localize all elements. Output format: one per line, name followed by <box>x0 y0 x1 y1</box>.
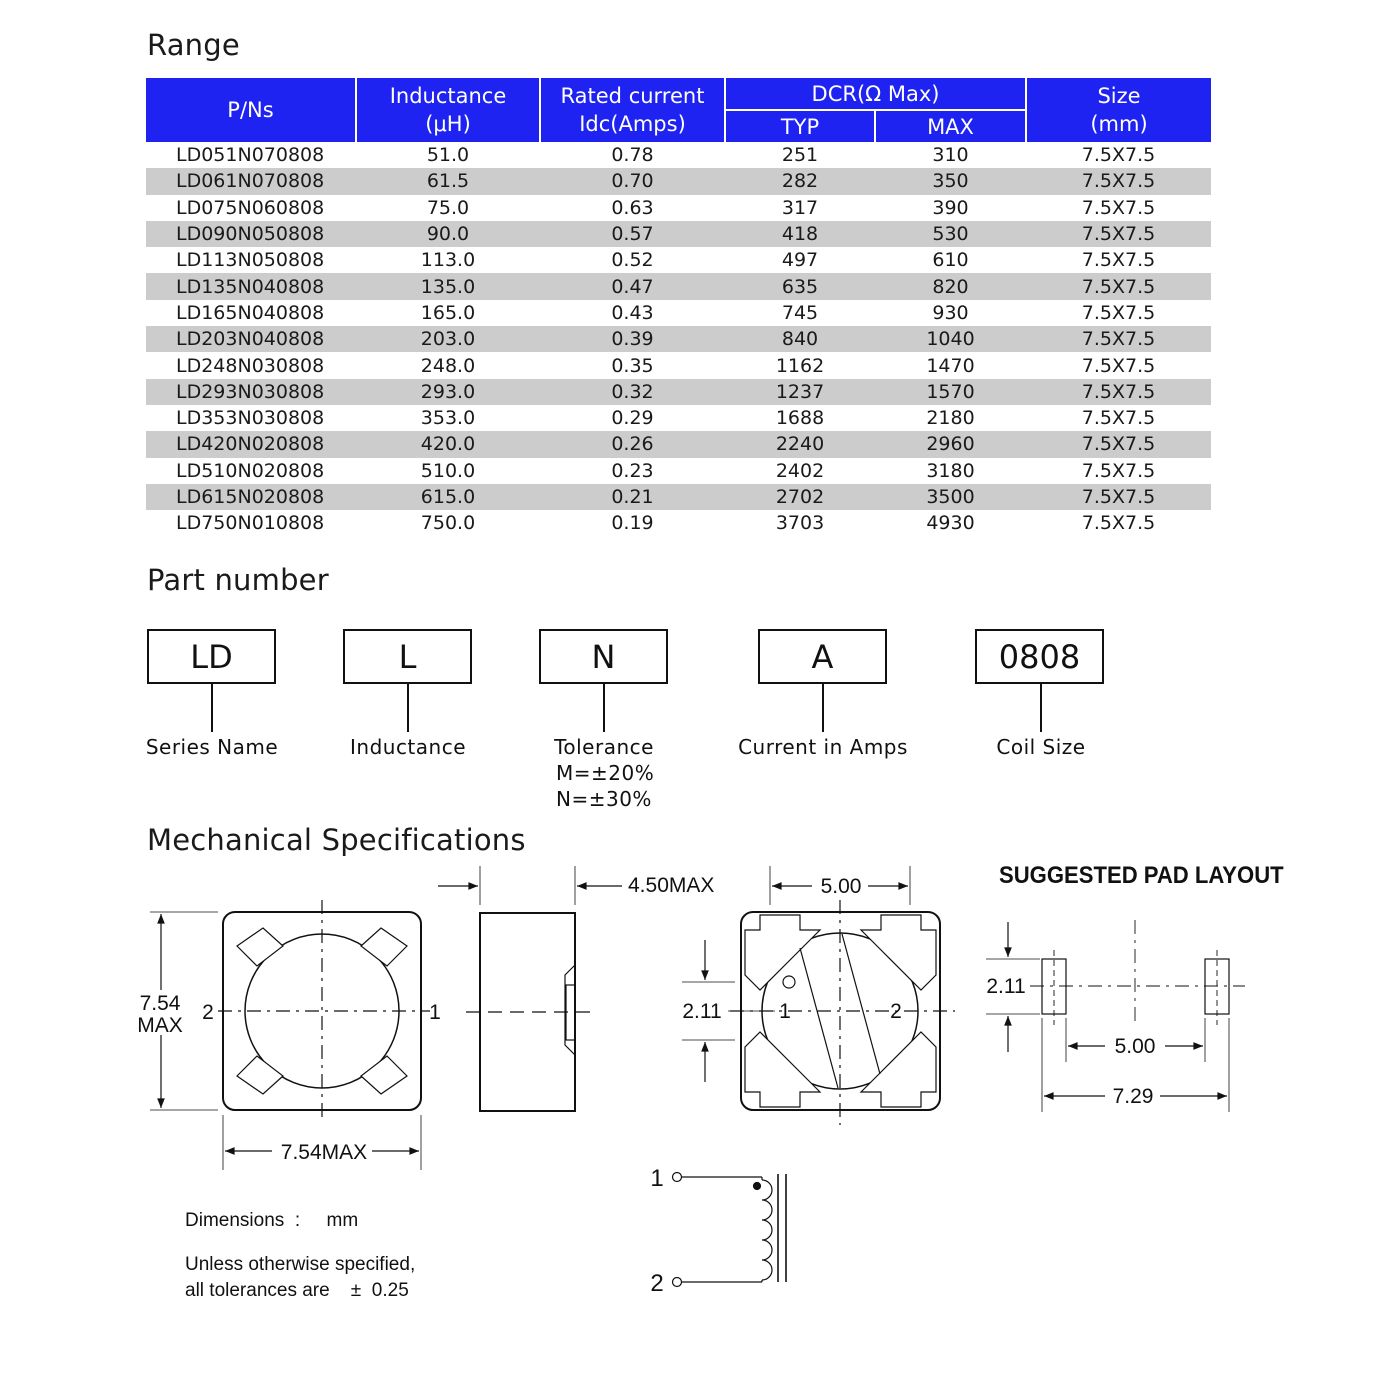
cell-pn: LD353N030808 <box>146 405 356 431</box>
bottom-view <box>682 866 955 1125</box>
cell-inductance: 90.0 <box>356 221 540 247</box>
part-label-tolerance: Tolerance <box>554 735 654 759</box>
cell-dcr-typ: 251 <box>725 142 875 168</box>
cell-inductance: 750.0 <box>356 510 540 536</box>
top-view <box>150 900 430 1170</box>
cell-dcr-max: 1570 <box>875 379 1026 405</box>
cell-pn: LD135N040808 <box>146 273 356 299</box>
cell-dcr-typ: 635 <box>725 273 875 299</box>
bottom-pin-1-label: 1 <box>779 1000 791 1023</box>
cell-size: 7.5X7.5 <box>1026 300 1211 326</box>
cell-rated-current: 0.32 <box>540 379 725 405</box>
cell-rated-current: 0.39 <box>540 326 725 352</box>
cell-dcr-max: 310 <box>875 142 1026 168</box>
cell-inductance: 51.0 <box>356 142 540 168</box>
cell-dcr-typ: 3703 <box>725 510 875 536</box>
cell-pn: LD420N020808 <box>146 431 356 457</box>
part-code-box-coil-size: 0808 <box>975 629 1104 684</box>
cell-rated-current: 0.35 <box>540 352 725 378</box>
cell-rated-current: 0.43 <box>540 300 725 326</box>
cell-size: 7.5X7.5 <box>1026 352 1211 378</box>
header-dcr-typ: TYP <box>725 110 875 142</box>
header-pn: P/Ns <box>146 78 356 142</box>
bottom-pad-dim-label: 2.11 <box>682 1000 722 1023</box>
bottom-width-dim-label: 5.00 <box>820 875 862 898</box>
pad-overall-dim-label: 7.29 <box>1112 1085 1154 1108</box>
cell-size: 7.5X7.5 <box>1026 221 1211 247</box>
cell-rated-current: 0.78 <box>540 142 725 168</box>
cell-dcr-max: 1470 <box>875 352 1026 378</box>
header-rated-current: Rated current Idc(Amps) <box>540 78 725 142</box>
cell-dcr-typ: 497 <box>725 247 875 273</box>
cell-dcr-max: 2180 <box>875 405 1026 431</box>
cell-pn: LD510N020808 <box>146 458 356 484</box>
cell-dcr-typ: 2240 <box>725 431 875 457</box>
cell-size: 7.5X7.5 <box>1026 510 1211 536</box>
cell-dcr-typ: 1688 <box>725 405 875 431</box>
pad-layout <box>986 920 1245 1112</box>
cell-rated-current: 0.52 <box>540 247 725 273</box>
cell-rated-current: 0.47 <box>540 273 725 299</box>
cell-inductance: 510.0 <box>356 458 540 484</box>
cell-pn: LD750N010808 <box>146 510 356 536</box>
cell-dcr-max: 4930 <box>875 510 1026 536</box>
height-dim-line1: 7.54 <box>139 992 181 1015</box>
cell-pn: LD090N050808 <box>146 221 356 247</box>
cell-dcr-max: 820 <box>875 273 1026 299</box>
cell-size: 7.5X7.5 <box>1026 195 1211 221</box>
tolerance-option-m: M=±20% <box>556 761 655 785</box>
cell-size: 7.5X7.5 <box>1026 142 1211 168</box>
cell-size: 7.5X7.5 <box>1026 458 1211 484</box>
cell-pn: LD615N020808 <box>146 484 356 510</box>
cell-dcr-typ: 1237 <box>725 379 875 405</box>
cell-rated-current: 0.21 <box>540 484 725 510</box>
tolerance-note-line1: Unless otherwise specified, <box>185 1254 416 1275</box>
part-code-box-tolerance: N <box>539 629 668 684</box>
cell-pn: LD203N040808 <box>146 326 356 352</box>
cell-dcr-max: 1040 <box>875 326 1026 352</box>
tolerance-option-n: N=±30% <box>556 787 652 811</box>
cell-rated-current: 0.19 <box>540 510 725 536</box>
cell-rated-current: 0.63 <box>540 195 725 221</box>
cell-size: 7.5X7.5 <box>1026 484 1211 510</box>
cell-rated-current: 0.26 <box>540 431 725 457</box>
part-code-box-current: A <box>758 629 887 684</box>
cell-pn: LD051N070808 <box>146 142 356 168</box>
cell-pn: LD248N030808 <box>146 352 356 378</box>
header-size: Size (mm) <box>1026 78 1211 142</box>
cell-pn: LD075N060808 <box>146 195 356 221</box>
cell-inductance: 61.5 <box>356 168 540 194</box>
cell-inductance: 420.0 <box>356 431 540 457</box>
cell-dcr-typ: 282 <box>725 168 875 194</box>
cell-inductance: 353.0 <box>356 405 540 431</box>
schematic-pin-2-label: 2 <box>650 1270 664 1297</box>
dimensions-note: Dimensions : mm <box>185 1210 359 1231</box>
cell-size: 7.5X7.5 <box>1026 326 1211 352</box>
height-dim-line2: MAX <box>137 1014 183 1037</box>
cell-inductance: 135.0 <box>356 273 540 299</box>
cell-inductance: 203.0 <box>356 326 540 352</box>
cell-inductance: 248.0 <box>356 352 540 378</box>
cell-dcr-max: 350 <box>875 168 1026 194</box>
cell-size: 7.5X7.5 <box>1026 405 1211 431</box>
cell-pn: LD165N040808 <box>146 300 356 326</box>
cell-dcr-max: 3500 <box>875 484 1026 510</box>
range-title: Range <box>147 28 240 62</box>
part-number-title: Part number <box>147 563 329 597</box>
top-pin-1-label: 1 <box>429 1001 441 1024</box>
side-view <box>438 866 622 1111</box>
part-label-series: Series Name <box>145 735 279 759</box>
cell-dcr-max: 3180 <box>875 458 1026 484</box>
cell-dcr-typ: 2702 <box>725 484 875 510</box>
pad-spacing-dim-label: 5.00 <box>1114 1035 1156 1058</box>
part-label-current: Current in Amps <box>738 735 908 759</box>
cell-dcr-max: 930 <box>875 300 1026 326</box>
pad-layout-title: SUGGESTED PAD LAYOUT <box>999 862 1284 889</box>
cell-size: 7.5X7.5 <box>1026 431 1211 457</box>
pad-height-dim-label: 2.11 <box>986 975 1026 998</box>
inductor-schematic <box>673 1173 787 1287</box>
top-pin-2-label: 2 <box>202 1001 214 1024</box>
cell-dcr-typ: 2402 <box>725 458 875 484</box>
cell-pn: LD113N050808 <box>146 247 356 273</box>
header-dcr: DCR(Ω Max) <box>725 78 1026 110</box>
header-inductance: Inductance (μH) <box>356 78 540 142</box>
cell-dcr-typ: 317 <box>725 195 875 221</box>
cell-dcr-typ: 1162 <box>725 352 875 378</box>
cell-pn: LD061N070808 <box>146 168 356 194</box>
cell-rated-current: 0.23 <box>540 458 725 484</box>
part-label-inductance: Inductance <box>349 735 467 759</box>
part-label-coil-size: Coil Size <box>996 735 1086 759</box>
cell-inductance: 113.0 <box>356 247 540 273</box>
part-code-box-series: LD <box>147 629 276 684</box>
cell-dcr-max: 390 <box>875 195 1026 221</box>
mechanical-title: Mechanical Specifications <box>147 823 526 857</box>
cell-dcr-max: 610 <box>875 247 1026 273</box>
cell-inductance: 75.0 <box>356 195 540 221</box>
width-dim-label: 7.54MAX <box>280 1141 368 1164</box>
cell-size: 7.5X7.5 <box>1026 168 1211 194</box>
cell-dcr-typ: 418 <box>725 221 875 247</box>
cell-dcr-typ: 840 <box>725 326 875 352</box>
cell-dcr-max: 530 <box>875 221 1026 247</box>
cell-size: 7.5X7.5 <box>1026 247 1211 273</box>
cell-inductance: 165.0 <box>356 300 540 326</box>
cell-size: 7.5X7.5 <box>1026 379 1211 405</box>
cell-rated-current: 0.29 <box>540 405 725 431</box>
tolerance-note-line2: all tolerances are ± 0.25 <box>185 1280 409 1301</box>
schematic-pin-1-label: 1 <box>650 1165 664 1192</box>
cell-dcr-typ: 745 <box>725 300 875 326</box>
part-code-box-inductance: L <box>343 629 472 684</box>
header-dcr-max: MAX <box>875 110 1026 142</box>
cell-dcr-max: 2960 <box>875 431 1026 457</box>
cell-pn: LD293N030808 <box>146 379 356 405</box>
cell-rated-current: 0.57 <box>540 221 725 247</box>
cell-rated-current: 0.70 <box>540 168 725 194</box>
bottom-pin-2-label: 2 <box>890 1000 902 1023</box>
thickness-dim-label: 4.50MAX <box>628 874 715 897</box>
cell-inductance: 293.0 <box>356 379 540 405</box>
cell-size: 7.5X7.5 <box>1026 273 1211 299</box>
cell-inductance: 615.0 <box>356 484 540 510</box>
